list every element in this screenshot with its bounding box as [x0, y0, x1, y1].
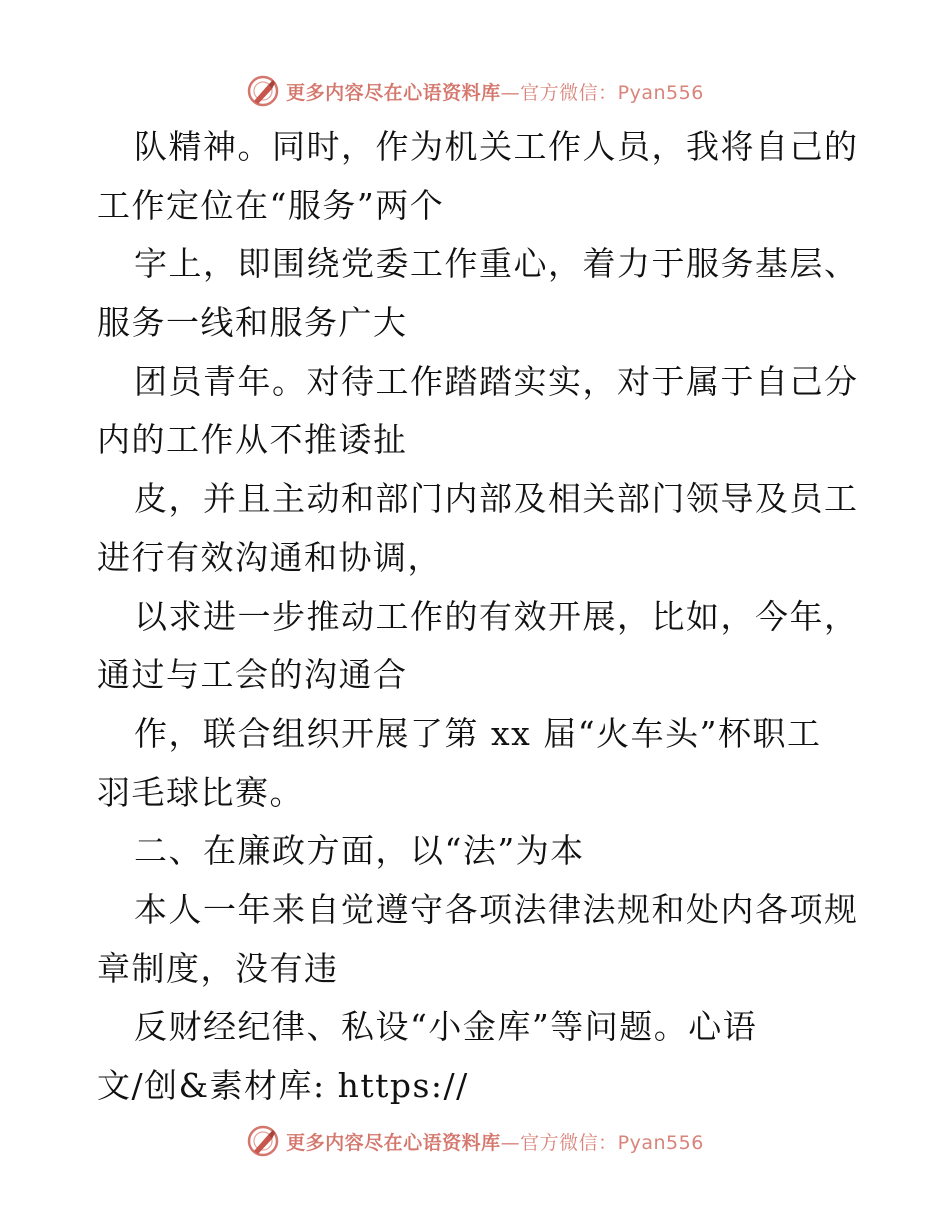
header-watermark	[0, 71, 950, 111]
body-line: 进行有效沟通和协调，	[97, 537, 442, 577]
pen-nib-circle-icon	[246, 74, 280, 108]
body-line: 队精神。同时，作为机关工作人员，我将自己的	[134, 127, 859, 166]
body-line: 章制度，没有违	[97, 948, 339, 988]
watermark-contact: 官方微信：Pyan556	[520, 1131, 704, 1154]
body-line: 内的工作从不推诿扯	[97, 420, 408, 460]
body-line: 工作定位在“服务”两个	[97, 185, 445, 225]
body-line: 通过与工会的沟通合	[97, 655, 408, 695]
body-line: 羽毛球比赛。	[97, 772, 304, 812]
body-line: 服务一线和服务广大	[97, 303, 408, 343]
watermark-separator: —	[500, 81, 521, 104]
watermark-text	[286, 78, 704, 105]
body-line: 本人一年来自觉遵守各项法律法规和处内各项规	[134, 889, 859, 929]
body-line: 字上，即围绕党委工作重心，着力于服务基层、	[134, 244, 859, 284]
body-line: 以求进一步推动工作的有效开展，比如，今年，	[134, 596, 859, 636]
document-body	[97, 118, 857, 1116]
body-line: 作，联合组织开展了第 xx 届“火车头”杯职工	[134, 713, 822, 753]
body-line: 团员青年。对待工作踏踏实实，对于属于自己分	[134, 361, 859, 401]
body-line: 文/创&素材库: https://	[97, 1066, 469, 1105]
watermark-text	[286, 1128, 704, 1155]
footer-watermark	[0, 1121, 950, 1161]
body-line: 皮，并且主动和部门内部及相关部门领导及员工	[134, 479, 859, 519]
pen-nib-circle-icon	[246, 1124, 280, 1158]
watermark-brand: 更多内容尽在心语资料库	[286, 81, 501, 104]
body-line: 反财经纪律、私设“小金库”等问题。心语	[134, 1007, 758, 1047]
watermark-separator: —	[500, 1131, 521, 1154]
section-heading: 二、在廉政方面，以“法”为本	[134, 831, 585, 871]
watermark-brand: 更多内容尽在心语资料库	[286, 1131, 501, 1154]
watermark-contact: 官方微信：Pyan556	[520, 81, 704, 104]
